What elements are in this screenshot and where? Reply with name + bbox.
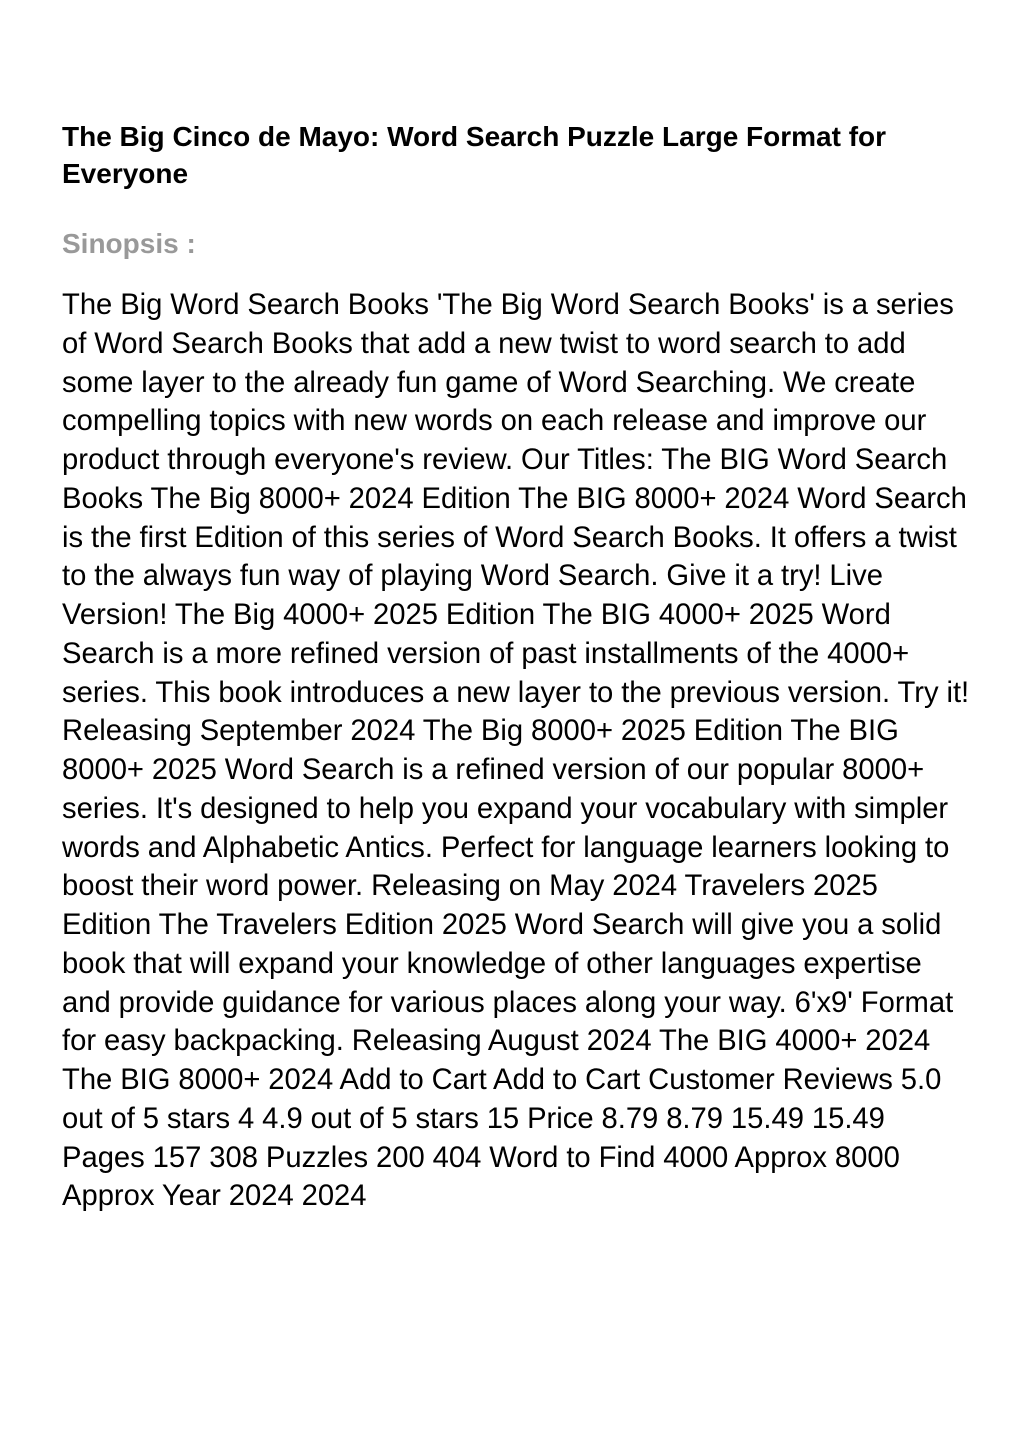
synopsis-label: Sinopsis : [62, 228, 196, 259]
document-title: The Big Cinco de Mayo: Word Search Puzzle Large Format for Everyone [62, 121, 887, 189]
synopsis-text: The Big Word Search Books 'The Big Word Search Books' is a series of Word Search Books that add a new twist to word search to add some layer to the already fun game of Word Searching. We create compelling topics with new words on each release and improve our product through everyone's review. Our Titles: The BIG Word Search Books The Big 8000+ 2024 Edition The BIG 8000+ 2024 Word Search is the first Edition of this series of Word Search Books. It offers a twist to the always fun way of playing Word Search. Give it a try! Live Version! The Big 4000+ 2025 Edition The BIG 4000+ 2025 Word Search is a more refined version of past installments of the 4000+ series. This book introduces a new layer to the previous version. Try it! Releasing September 2024 The Big 8000+ 2025 Edition The BIG 8000+ 2025 Word Search is a refined version of our popular 8000+ series. It's designed to help you expand your vocabulary with simpler words and Alphabetic Antics. Perfect for language learners looking to boost their word power. Releasing on May 2024 Travelers 2025 Edition The Travelers Edition 2025 Word Search will give you a solid book that will expand your knowledge of other languages expertise and provide guidance for various places along your way. 6'x9' Format for easy backpacking. Releasing August 2024 The BIG 4000+ 2024 The BIG 8000+ 2024 Add to Cart Add to Cart Customer Reviews 5.0 out of 5 stars 4 4.9 out of 5 stars 15 Price 8.79 8.79 15.49 15.49 Pages 157 308 Puzzles 200 404 Word to Find 4000 Approx 8000 Approx Year 2024 2024 [62, 289, 970, 1213]
document-page [62, 118, 972, 1216]
